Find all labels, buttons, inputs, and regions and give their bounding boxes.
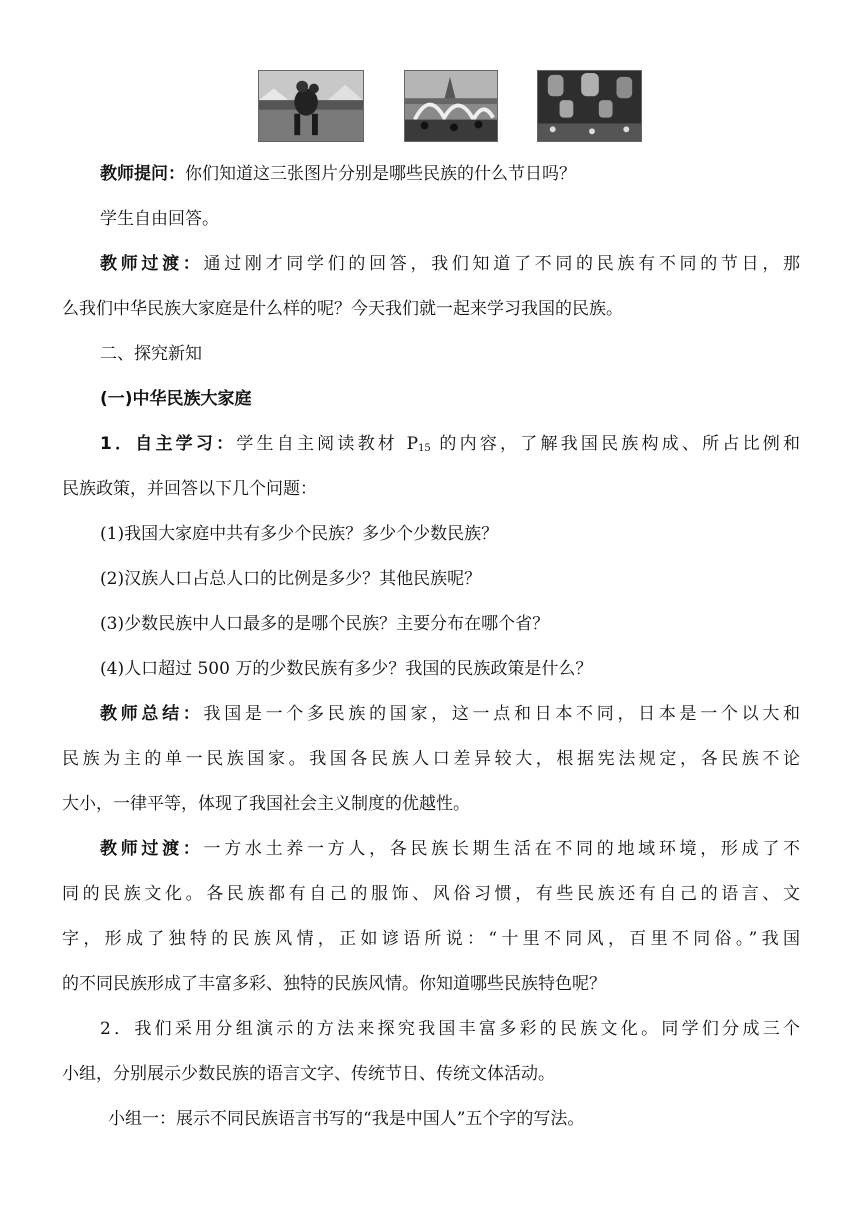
teacher-transition-2-cont-2: 字，形成了独特的民族风情，正如谚语所说：“十里不同风，百里不同俗。”我国 [62,929,800,949]
water-festival-photo [404,70,498,142]
teacher-summary [62,692,800,737]
group-activity-cont: 小组，分别展示少数民族的语言文字、传统节日、传统文体活动。 [62,1064,555,1084]
teacher-transition-1 [62,242,800,287]
self-study-paragraph [62,422,800,467]
subsection-heading [62,377,800,422]
group-one: 小组一：展示不同民族语言书写的“我是中国人”五个字的写法。 [108,1109,585,1129]
teacher-summary-label: 教师总结： [100,704,204,724]
teacher-transition-1-cont: 么我们中华民族大家庭是什么样的呢？今天我们就一起来学习我国的民族。 [62,299,623,319]
teacher-question [62,152,800,197]
self-study-text-b: 的内容，了解我国民族构成、所占比例和 [430,434,800,454]
wrestling-photo [258,70,364,142]
section-heading: 二、探究新知 [100,344,202,364]
teacher-summary-cont-1: 民族为主的单一民族国家。我国各民族人口差异较大，根据宪法规定，各民族不论 [62,749,800,769]
teacher-summary-cont-2: 大小，一律平等，体现了我国社会主义制度的优越性。 [62,794,470,814]
image-strip [0,70,860,143]
teacher-transition-2-text: 一方水土养一方人，各民族长期生活在不同的地域环境，形成了不 [203,839,800,859]
self-study-label: 1．自主学习： [100,434,237,454]
self-study-text-a: 学生自主阅读教材 P [236,434,419,454]
teacher-summary-text: 我国是一个多民族的国家，这一点和日本不同，日本是一个以大和 [203,704,800,724]
teacher-transition-2-cont-1: 同的民族文化。各民族都有自己的服饰、风俗习惯，有些民族还有自己的语言、文 [62,884,800,904]
teacher-question-label: 教师提问： [100,164,185,184]
self-study-cont: 民族政策，并回答以下几个问题： [62,479,317,499]
question-2: (2)汉族人口占总人口的比例是多少？其他民族呢？ [100,569,482,589]
page-subscript: 15 [418,443,431,454]
subsection-heading-text: (一)中华民族大家庭 [100,389,252,409]
question-4: (4)人口超过 500 万的少数民族有多少？我国的民族政策是什么？ [100,659,593,679]
lantern-festival-photo [537,70,642,142]
teacher-transition-1-text: 通过刚才同学们的回答，我们知道了不同的民族有不同的节日，那 [203,254,800,274]
teacher-transition-2 [62,827,800,872]
group-activity-paragraph: 2．我们采用分组演示的方法来探究我国丰富多彩的民族文化。同学们分成三个 [100,1019,800,1039]
lesson-body [62,152,800,1142]
teacher-question-text: 你们知道这三张图片分别是哪些民族的什么节日吗？ [185,164,576,184]
teacher-transition-1-label: 教师过渡： [100,254,204,274]
teacher-transition-2-cont-3: 的不同民族形成了丰富多彩、独特的民族风情。你知道哪些民族特色呢？ [62,974,606,994]
question-3: (3)少数民族中人口最多的是哪个民族？主要分布在哪个省？ [100,614,550,634]
student-answer: 学生自由回答。 [100,209,219,229]
teacher-transition-2-label: 教师过渡： [100,839,204,859]
question-1: (1)我国大家庭中共有多少个民族？多少个少数民族？ [100,524,499,544]
